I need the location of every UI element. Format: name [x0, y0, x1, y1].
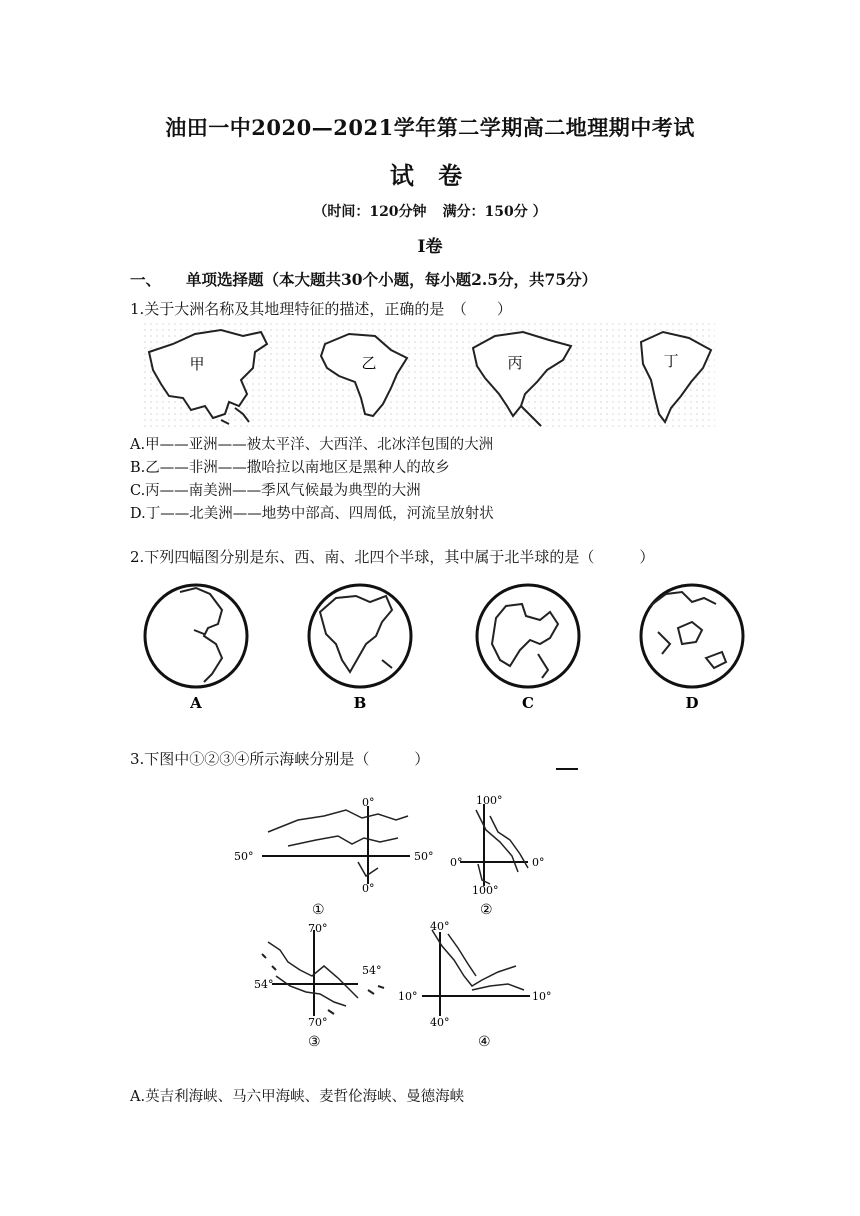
globe-label-c: C [522, 694, 534, 712]
exam-score: 满分：150分 ） [442, 204, 547, 220]
map1-label-right: 50° [414, 850, 434, 863]
map3-label-left: 54° [254, 978, 274, 991]
exam-title: 油田一中2020—2021学年第二学期高二地理期中考试 [165, 115, 695, 140]
map4-number: ④ [478, 1034, 491, 1050]
section-heading [130, 268, 597, 290]
label-bing: 丙 [507, 354, 523, 372]
map3-number: ③ [308, 1034, 321, 1050]
map3-label-bottom: 70° [308, 1016, 328, 1029]
map3-label-right: 54° [362, 964, 382, 977]
globe-a [145, 585, 247, 687]
strait-map-2 [450, 794, 545, 918]
map2-label-left: 0° [450, 856, 463, 869]
map2-number: ② [480, 902, 493, 918]
exam-time-info [0, 201, 860, 221]
map2-label-bottom: 100° [472, 884, 499, 897]
map4-label-top: 40° [430, 920, 450, 933]
map2-label-top: 100° [476, 794, 503, 807]
map4-label-bottom: 40° [430, 1016, 450, 1029]
map4-label-left: 10° [398, 990, 418, 1003]
label-ding: 丁 [663, 352, 679, 370]
map3-label-top: 70° [308, 922, 328, 935]
label-jia: 甲 [189, 355, 205, 373]
map1-label-bottom: 0° [362, 882, 375, 895]
strait-map-1 [234, 796, 434, 918]
volume-label: Ⅰ卷 [417, 237, 443, 257]
question-1-option-b: B.乙——非洲——撒哈拉以南地区是黑种人的故乡 [130, 460, 450, 476]
strait-map-3 [254, 922, 384, 1050]
straits-figure [228, 780, 558, 1060]
question-1-option-d: D.丁——北美洲——地势中部高、四周低，河流呈放射状 [130, 506, 494, 522]
exam-time: （时间：120分钟 [313, 204, 427, 220]
map2-label-right: 0° [532, 856, 545, 869]
map1-number: ① [312, 902, 325, 918]
map1-label-left: 50° [234, 850, 254, 863]
globe-label-d: D [685, 694, 699, 712]
continents-figure [143, 322, 715, 428]
globe-b [309, 585, 411, 687]
question-2-stem: 2.下列四幅图分别是东、西、南、北四个半球，其中属于北半球的是（ ） [130, 548, 655, 566]
question-1-option-c: C.丙——南美洲——季风气候最为典型的大洲 [130, 483, 421, 499]
question-3-stem: 3.下图中①②③④所示海峡分别是（ ） [130, 750, 430, 768]
map1-label-top: 0° [362, 796, 375, 809]
globe-label-b: B [353, 694, 367, 712]
question-1-stem: 1.关于大洲名称及其地理特征的描述，正确的是 （ ） [130, 300, 512, 318]
question-3-option-a: A.英吉利海峡、马六甲海峡、麦哲伦海峡、曼德海峡 [130, 1089, 465, 1105]
label-yi: 乙 [361, 354, 377, 372]
section-number: 一、 [130, 270, 162, 289]
section-title: 单项选择题（本大题共30个小题，每小题2.5分，共75分） [186, 270, 598, 289]
strait-map-4 [398, 920, 552, 1050]
map4-label-right: 10° [532, 990, 552, 1003]
globe-label-a: A [190, 694, 202, 712]
question-1-option-a: A.甲——亚洲——被太平洋、大西洋、北冰洋包围的大洲 [130, 437, 494, 453]
corner-mark [556, 768, 578, 770]
exam-subtitle: 试 卷 [389, 161, 471, 190]
hemispheres-figure [130, 574, 750, 716]
